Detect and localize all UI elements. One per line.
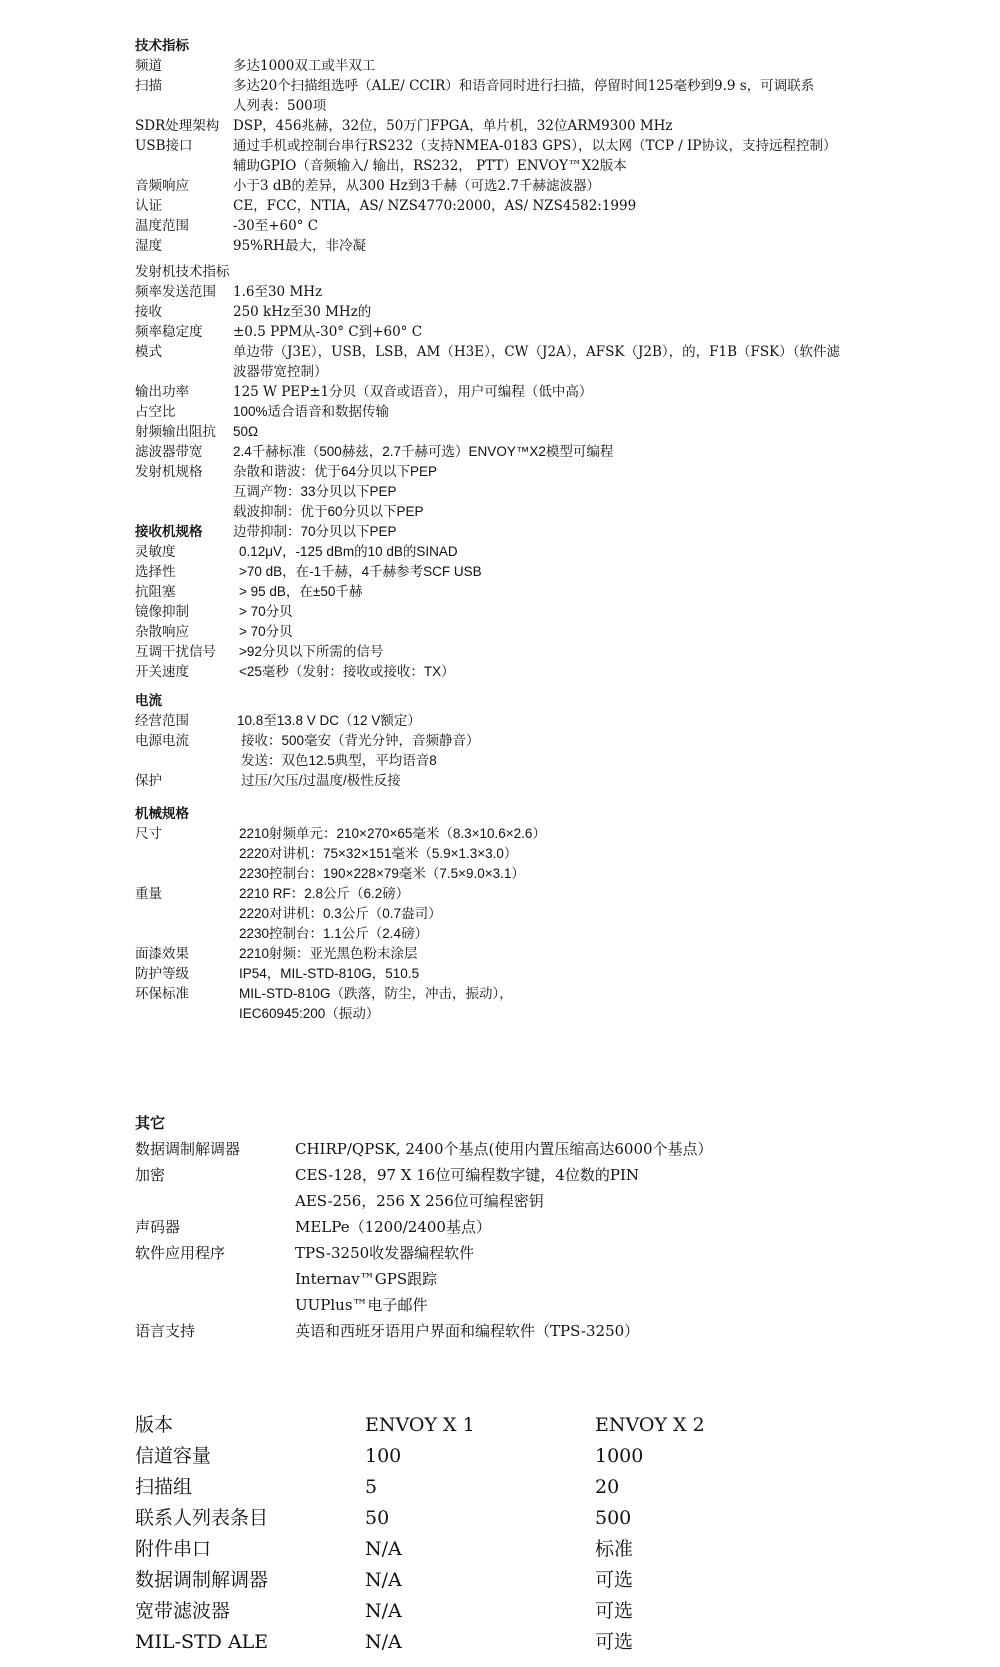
spec-value: MELPe（1200/2400基点） xyxy=(295,1218,491,1236)
table-cell: N/A xyxy=(365,1569,402,1591)
spec-value: >70 dB，在-1千赫，4千赫参考SCF USB xyxy=(239,564,482,579)
spec-row xyxy=(135,711,480,731)
spec-value: 载波抑制：优于60分贝以下PEP xyxy=(233,504,424,519)
spec-row xyxy=(135,1240,713,1318)
spec-value: > 70分贝 xyxy=(239,604,293,619)
table-row xyxy=(135,1627,795,1658)
spec-row xyxy=(135,662,482,682)
spec-value: CE，FCC，NTIA，AS/ NZS4770:2000，AS/ NZS4582:1999 xyxy=(233,198,637,214)
spec-value: UUPlus™电子邮件 xyxy=(295,1296,428,1314)
spec-value: 2210射频：亚光黑色粉末涂层 xyxy=(239,946,418,961)
table-cell: MIL-STD ALE xyxy=(135,1631,269,1653)
table-row xyxy=(135,1503,795,1534)
spec-row xyxy=(135,602,482,622)
spec-label: 滤波器带宽 xyxy=(135,444,203,460)
spec-value: 多达1000双工或半双工 xyxy=(233,58,376,74)
spec-value: 接收：500毫安（背光分钟，音频静音） xyxy=(241,733,480,748)
spec-label: 占空比 xyxy=(135,404,176,420)
table-cell: 标准 xyxy=(595,1538,634,1560)
spec-label: 温度范围 xyxy=(135,218,189,234)
spec-label: 模式 xyxy=(135,344,162,360)
spec-row xyxy=(135,582,482,602)
spec-label: 尺寸 xyxy=(135,826,162,842)
spec-value: 2210射频单元：210×270×65毫米（8.3×10.6×2.6） xyxy=(239,826,546,841)
spec-row xyxy=(135,302,840,322)
section-power xyxy=(135,691,480,791)
spec-label: 选择性 xyxy=(135,564,176,580)
spec-value: >92分贝以下所需的信号 xyxy=(239,644,384,659)
table-cell: 版本 xyxy=(135,1414,174,1436)
table-cell: ENVOY X 2 xyxy=(595,1414,705,1436)
spec-label: 软件应用程序 xyxy=(135,1244,226,1262)
spec-label: 输出功率 xyxy=(135,384,189,400)
spec-label: 电源电流 xyxy=(135,733,189,749)
spec-row xyxy=(135,1162,713,1214)
spec-value: ±0.5 PPM从-30° C到+60° C xyxy=(233,324,423,340)
spec-label: 环保标准 xyxy=(135,986,189,1002)
spec-row xyxy=(135,442,840,462)
table-cell: ENVOY X 1 xyxy=(365,1414,475,1436)
spec-value: 1.6至30 MHz xyxy=(233,284,323,300)
spec-value: 发送：双色12.5典型，平均语音8 xyxy=(241,753,437,768)
spec-value: 10.8至13.8 V DC（12 V额定） xyxy=(237,713,421,728)
spec-label: 扫描 xyxy=(135,78,162,94)
spec-label: 重量 xyxy=(135,886,162,902)
spec-value: > 95 dB，在±50千赫 xyxy=(239,584,363,599)
spec-label: 灵敏度 xyxy=(135,544,176,560)
spec-label: 经营范围 xyxy=(135,713,189,729)
spec-value: 100%适合语音和数据传输 xyxy=(233,404,390,419)
table-cell: 扫描组 xyxy=(135,1476,193,1498)
spec-row xyxy=(135,824,546,884)
spec-row xyxy=(135,984,546,1024)
spec-label: 镜像抑制 xyxy=(135,604,189,620)
spec-label: 频率发送范围 xyxy=(135,284,216,300)
spec-label: 抗阻塞 xyxy=(135,584,176,600)
spec-row xyxy=(135,216,836,236)
table-cell: 可选 xyxy=(595,1600,634,1622)
spec-value: 人列表：500项 xyxy=(233,98,327,114)
spec-row xyxy=(135,322,840,342)
spec-row xyxy=(135,382,840,402)
spec-row xyxy=(135,1136,713,1162)
spec-value: TPS-3250收发器编程软件 xyxy=(295,1244,475,1262)
table-row xyxy=(135,1534,795,1565)
spec-label: 加密 xyxy=(135,1166,166,1184)
spec-row xyxy=(135,402,840,422)
spec-row xyxy=(135,622,482,642)
spec-row xyxy=(135,422,840,442)
table-cell: 数据调制解调器 xyxy=(135,1569,269,1591)
spec-value: Internav™GPS跟踪 xyxy=(295,1270,438,1288)
spec-value: 多达20个扫描组选呼（ALE/ CCIR）和语音同时进行扫描，停留时间125毫秒到9.9 s，可调联系 xyxy=(233,78,815,94)
section-title-other: 其它 xyxy=(135,1114,166,1132)
spec-value: CES-128，97 X 16位可编程数字键，4位数的PIN xyxy=(295,1166,640,1184)
spec-row xyxy=(135,236,836,256)
spec-row xyxy=(135,1214,713,1240)
table-cell: 20 xyxy=(595,1476,620,1498)
spec-row xyxy=(135,731,480,771)
spec-value: 单边带（J3E），USB，LSB，AM（H3E），CW（J2A），AFSK（J2B），的，F1B（FSK）（软件滤 xyxy=(233,344,840,360)
spec-label: SDR处理架构 xyxy=(135,118,220,134)
table-cell: 可选 xyxy=(595,1569,634,1591)
spec-value: 2230控制台：190×228×79毫米（7.5×9.0×3.1） xyxy=(239,866,525,881)
spec-value: 辅助GPIO（音频输入/ 输出，RS232， PTT）ENVOY™X2版本 xyxy=(233,158,627,174)
spec-value: 波器带宽控制） xyxy=(233,364,328,380)
table-row xyxy=(135,1596,795,1627)
spec-label: 频道 xyxy=(135,58,162,74)
section-title-transmitter: 发射机技术指标 xyxy=(135,264,230,280)
spec-row xyxy=(135,642,482,662)
spec-value: <25毫秒（发射：接收或接收：TX） xyxy=(239,664,455,679)
section-tech xyxy=(135,36,836,256)
section-mechanical xyxy=(135,804,546,1024)
spec-value: 互调产物：33分贝以下PEP xyxy=(233,484,397,499)
table-cell: 100 xyxy=(365,1445,402,1467)
spec-row xyxy=(135,944,546,964)
spec-row xyxy=(135,56,836,76)
spec-value: 2220对讲机：0.3公斤（0.7盎司） xyxy=(239,906,442,921)
spec-label: 音频响应 xyxy=(135,178,189,194)
spec-label: 保护 xyxy=(135,773,162,789)
spec-label: 射频输出阻抗 xyxy=(135,424,216,440)
spec-row xyxy=(135,964,546,984)
spec-value: 50Ω xyxy=(233,424,259,439)
spec-value: IEC60945:200（振动） xyxy=(239,1006,380,1021)
spec-value: 125 W PEP±1分贝（双音或语音），用户可编程（低中高） xyxy=(233,384,593,400)
spec-label: 开关速度 xyxy=(135,664,189,680)
spec-value: 2210 RF：2.8公斤（6.2磅） xyxy=(239,886,410,901)
spec-value: DSP，456兆赫，32位，50万门FPGA，单片机，32位ARM9300 MHz xyxy=(233,118,673,134)
spec-label: 认证 xyxy=(135,198,162,214)
spec-row xyxy=(135,282,840,302)
spec-value: CHIRP/QPSK, 2400个基点(使用内置压缩高达6000个基点） xyxy=(295,1140,713,1158)
table-cell: 联系人列表条目 xyxy=(135,1507,269,1529)
table-cell: 5 xyxy=(365,1476,378,1498)
spec-row xyxy=(135,76,836,116)
spec-value: > 70分贝 xyxy=(239,624,293,639)
spec-row xyxy=(135,884,546,944)
table-cell: 50 xyxy=(365,1507,390,1529)
section-title-tech: 技术指标 xyxy=(135,38,189,54)
section-title-receiver: 接收机规格 xyxy=(135,524,203,540)
spec-label: 湿度 xyxy=(135,238,162,254)
spec-label: 互调干扰信号 xyxy=(135,644,216,660)
section-title-power: 电流 xyxy=(135,693,162,709)
table-row xyxy=(135,1410,795,1441)
spec-label: 接收 xyxy=(135,304,162,320)
spec-label: 面漆效果 xyxy=(135,946,189,962)
spec-row xyxy=(135,562,482,582)
table-cell: 信道容量 xyxy=(135,1445,212,1467)
spec-value: 小于3 dB的差异，从300 Hz到3千赫（可选2.7千赫滤波器） xyxy=(233,178,600,194)
spec-label: 语言支持 xyxy=(135,1322,196,1340)
section-receiver xyxy=(135,522,482,682)
spec-row xyxy=(135,542,482,562)
spec-label: 防护等级 xyxy=(135,966,189,982)
table-cell: 1000 xyxy=(595,1445,644,1467)
spec-row xyxy=(135,342,840,382)
table-cell: 500 xyxy=(595,1507,632,1529)
spec-value: 2.4千赫标准（500赫兹，2.7千赫可选）ENVOY™X2模型可编程 xyxy=(233,444,614,459)
version-comparison-table xyxy=(135,1410,795,1658)
spec-label: 杂散响应 xyxy=(135,624,189,640)
section-other xyxy=(135,1110,713,1344)
table-cell: N/A xyxy=(365,1631,402,1653)
table-cell: 可选 xyxy=(595,1631,634,1653)
spec-label: 发射机规格 xyxy=(135,464,203,480)
spec-row xyxy=(135,116,836,136)
table-cell: 附件串口 xyxy=(135,1538,212,1560)
spec-value: 95%RH最大，非冷凝 xyxy=(233,238,366,254)
spec-value: AES-256，256 X 256位可编程密钥 xyxy=(295,1192,544,1210)
spec-row xyxy=(135,1318,713,1344)
section-transmitter xyxy=(135,262,840,542)
table-row xyxy=(135,1472,795,1503)
spec-value: 过压/欠压/过温度/极性反接 xyxy=(241,773,401,788)
spec-row xyxy=(135,176,836,196)
spec-row xyxy=(135,771,480,791)
spec-value: 边带抑制：70分贝以下PEP xyxy=(233,524,397,539)
spec-label: 数据调制解调器 xyxy=(135,1140,241,1158)
spec-value: IP54，MIL-STD-810G，510.5 xyxy=(239,966,420,981)
table-cell: N/A xyxy=(365,1600,402,1622)
table-row xyxy=(135,1441,795,1472)
spec-value: 英语和西班牙语用户界面和编程软件（TPS-3250） xyxy=(295,1322,640,1340)
table-row xyxy=(135,1565,795,1596)
spec-value: 杂散和谐波：优于64分贝以下PEP xyxy=(233,464,438,479)
spec-value: 0.12μV，-125 dBm的10 dB的SINAD xyxy=(239,544,458,559)
spec-label: USB接口 xyxy=(135,138,193,154)
table-cell: 宽带滤波器 xyxy=(135,1600,231,1622)
spec-row xyxy=(135,196,836,216)
table-cell: N/A xyxy=(365,1538,402,1560)
spec-value: 2230控制台：1.1公斤（2.4磅） xyxy=(239,926,429,941)
section-title-mechanical: 机械规格 xyxy=(135,806,189,822)
spec-value: 通过手机或控制台串行RS232（支持NMEA-0183 GPS），以太网（TCP / IP协议，支持远程控制） xyxy=(233,138,837,154)
spec-value: 250 kHz至30 MHz的 xyxy=(233,304,372,320)
spec-label: 声码器 xyxy=(135,1218,181,1236)
spec-value: MIL-STD-810G（跌落，防尘，冲击，振动）， xyxy=(239,986,513,1001)
spec-row xyxy=(135,136,836,176)
spec-value: -30至+60° C xyxy=(233,218,319,234)
spec-value: 2220对讲机：75×32×151毫米（5.9×1.3×3.0） xyxy=(239,846,518,861)
spec-label: 频率稳定度 xyxy=(135,324,203,340)
